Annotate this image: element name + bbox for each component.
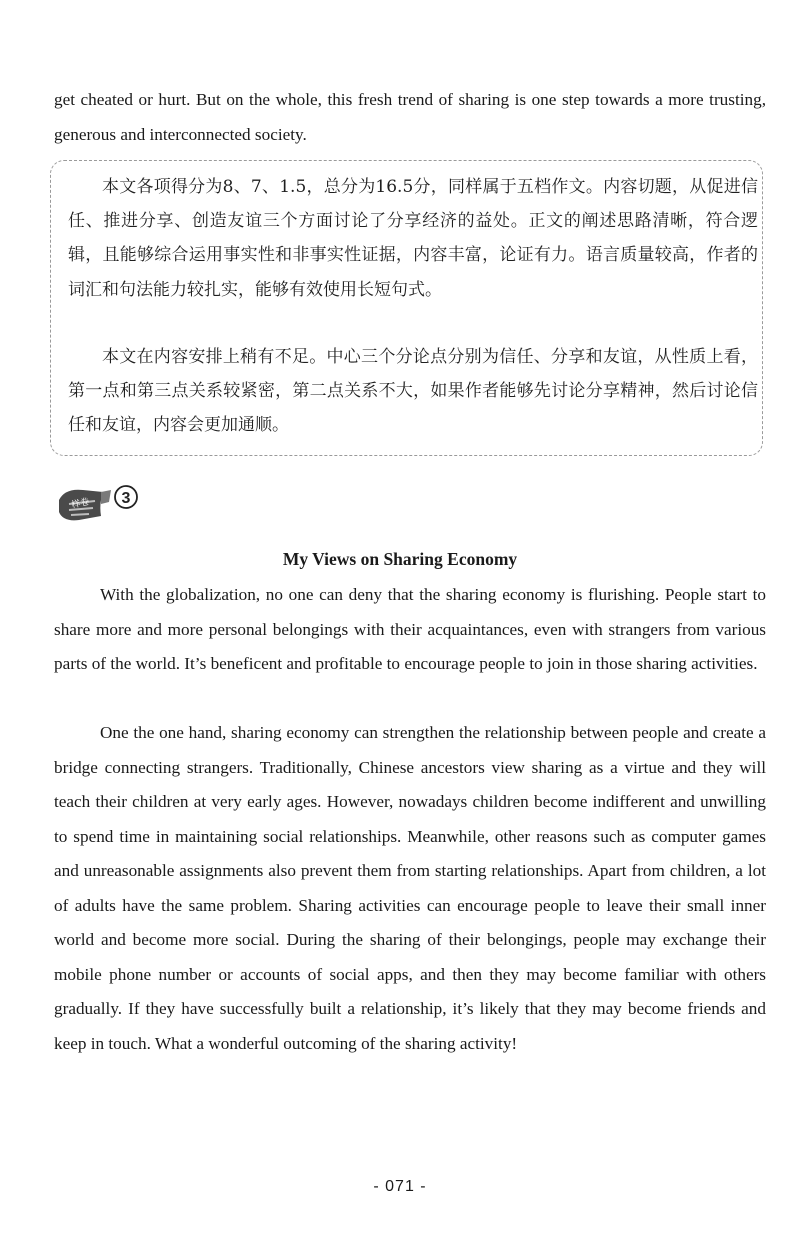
page-number: - 071 - (373, 1178, 427, 1195)
sample-label: 样卷 (70, 497, 91, 511)
sample-paper-icon (55, 480, 145, 528)
review-comment-paragraph-1: 本文各项得分为8、7、1.5，总分为16.5分，同样属于五档作文。内容切题，从促进信任、推进分享、创造友谊三个方面讨论了分享经济的益处。正文的阐述思路清晰，符合逻辑，且能够综合运用事实性和非事实性证据，内容丰富，论证有力。语言质量较高，作者的词汇和句法能力较扎实，能够有效使用长短句式。 (68, 177, 758, 300)
essay-paragraph-2: One the one hand, sharing economy can strengthen the relationship between people and create a bridge connecting strangers. Traditionally, Chinese ancestors view sharing as a virtue and they will teach their children at very early ages. However, nowadays children become indifferent and unwilling to spend time in maintaining social relationships. Meanwhile, other reasons such as computer games and unreasonable assignments also prevent them from starting relationships. Apart from children, a lot of adults have the same problem. Sharing activities can encourage people to leave their small inner world and become more social. During the sharing of their belongings, people may exchange their mobile phone number or accounts of social apps, and then they may become familiar with others gradually. If they have successfully built a relationship, it’s likely that they may become friends and keep in touch. What a wonderful outcoming of the sharing activity! (54, 723, 766, 1053)
previous-essay-ending: get cheated or hurt. But on the whole, this fresh trend of sharing is one step towards a more trusting, generous and interconnected society. (54, 90, 766, 144)
sample-paper-badge (55, 480, 145, 528)
essay-title: My Views on Sharing Economy (282, 549, 518, 569)
essay-paragraph-1: With the globalization, no one can deny that the sharing economy is flurishing. People start to share more and more personal belongings with their acquaintances, even with strangers from various parts of the world. It’s beneficent and profitable to encourage people to join in those sharing activities. (54, 585, 766, 673)
sample-number: 3 (121, 490, 131, 507)
review-comment-paragraph-2: 本文在内容安排上稍有不足。中心三个分论点分别为信任、分享和友谊，从性质上看，第一点和第三点关系较紧密，第二点关系不大，如果作者能够先讨论分享精神，然后讨论信任和友谊，内容会更加通顺。 (68, 347, 758, 436)
